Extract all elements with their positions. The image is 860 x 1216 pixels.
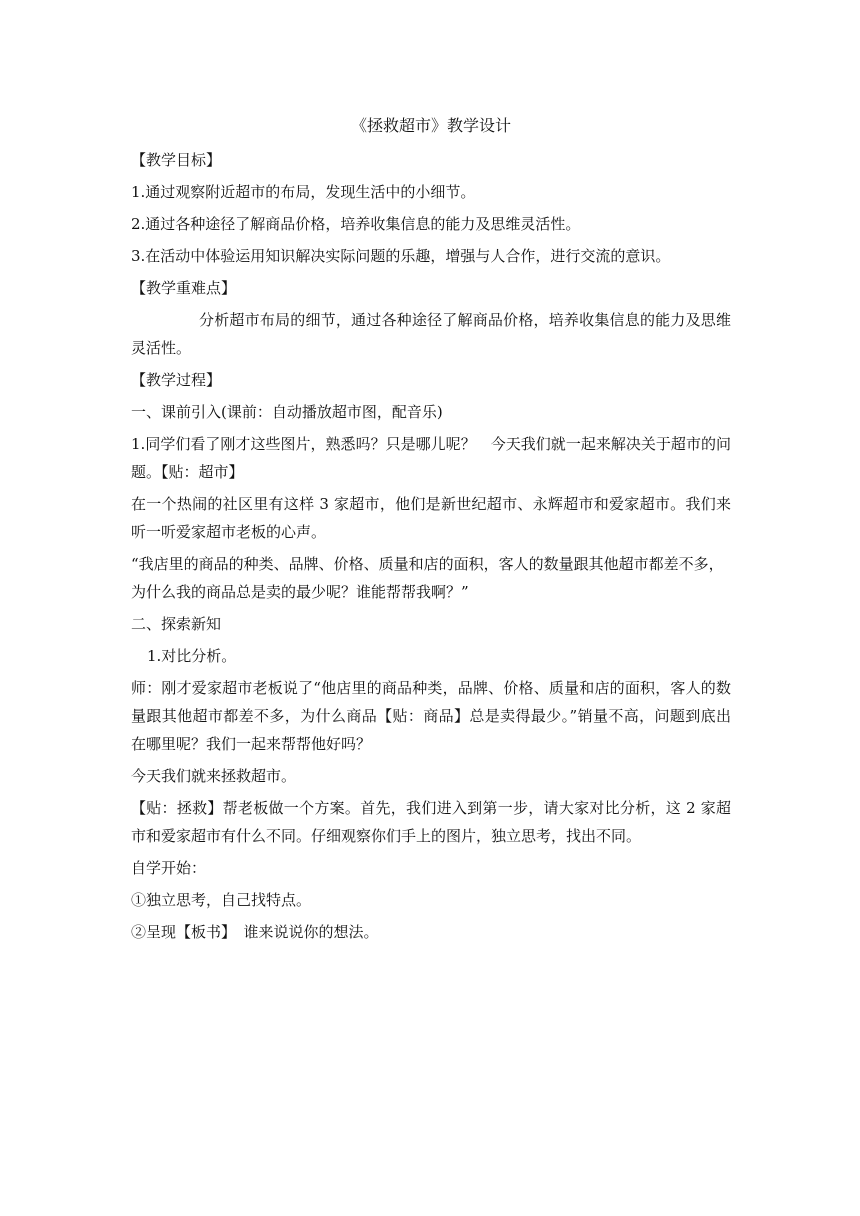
process-heading: 【教学过程】 <box>131 371 222 389</box>
goals-heading: 【教学目标】 <box>131 151 222 169</box>
goal-item: 1.通过观察附近超市的布局，发现生活中的小细节。 <box>131 183 476 201</box>
part2-paragraph: ①独立思考，自己找特点。 <box>131 891 312 909</box>
document-content <box>131 112 731 950</box>
part1-heading: 一、课前引入(课前：自动播放超市图，配音乐) <box>131 403 443 421</box>
document-title: 《拯救超市》教学设计 <box>350 116 511 135</box>
key-points-heading: 【教学重难点】 <box>131 279 237 297</box>
part1-quote: “我店里的商品的种类、品牌、价格、质量和店的面积，客人的数量跟其他超市都差不多，为什么我的商品总是卖的最少呢？谁能帮帮我啊？” <box>131 555 724 601</box>
key-points-text: 分析超市布局的细节，通过各种途径了解商品价格，培养收集信息的能力及思维灵活性。 <box>131 311 731 357</box>
part2-paragraph: 【贴：拯救】帮老板做一个方案。首先，我们进入到第一步，请大家对比分析，这 2 家超市和爱家超市有什么不同。仔细观察你们手上的图片，独立思考，找出不同。 <box>131 799 731 845</box>
part1-paragraph: 1.同学们看了刚才这些图片，熟悉吗？只是哪儿呢？ 今天我们就一起来解决关于超市的问题。【贴：超市】 <box>131 435 731 481</box>
part2-paragraph: ②呈现【板书】 谁来说说你的想法。 <box>131 923 379 941</box>
part2-paragraph: 自学开始： <box>131 859 207 877</box>
goal-item: 2.通过各种途径了解商品价格，培养收集信息的能力及思维灵活性。 <box>131 215 581 233</box>
part1-paragraph: 在一个热闹的社区里有这样 3 家超市，他们是新世纪超市、永辉超市和爱家超市。我们来听一听爱家超市老板的心声。 <box>131 495 731 541</box>
part2-paragraph: 师：刚才爱家超市老板说了“他店里的商品种类，品牌、价格、质量和店的面积，客人的数量跟其他超市都差不多，为什么商品【贴：商品】总是卖得最少。”销量不高，问题到底出在哪里呢？我们一起来帮帮他好吗？ <box>131 679 731 753</box>
part2-subheading: 1.对比分析。 <box>147 647 237 665</box>
part2-heading: 二、探索新知 <box>131 615 222 633</box>
part2-paragraph: 今天我们就来拯救超市。 <box>131 767 297 785</box>
goal-item: 3.在活动中体验运用知识解决实际问题的乐趣，增强与人合作，进行交流的意识。 <box>131 247 671 265</box>
